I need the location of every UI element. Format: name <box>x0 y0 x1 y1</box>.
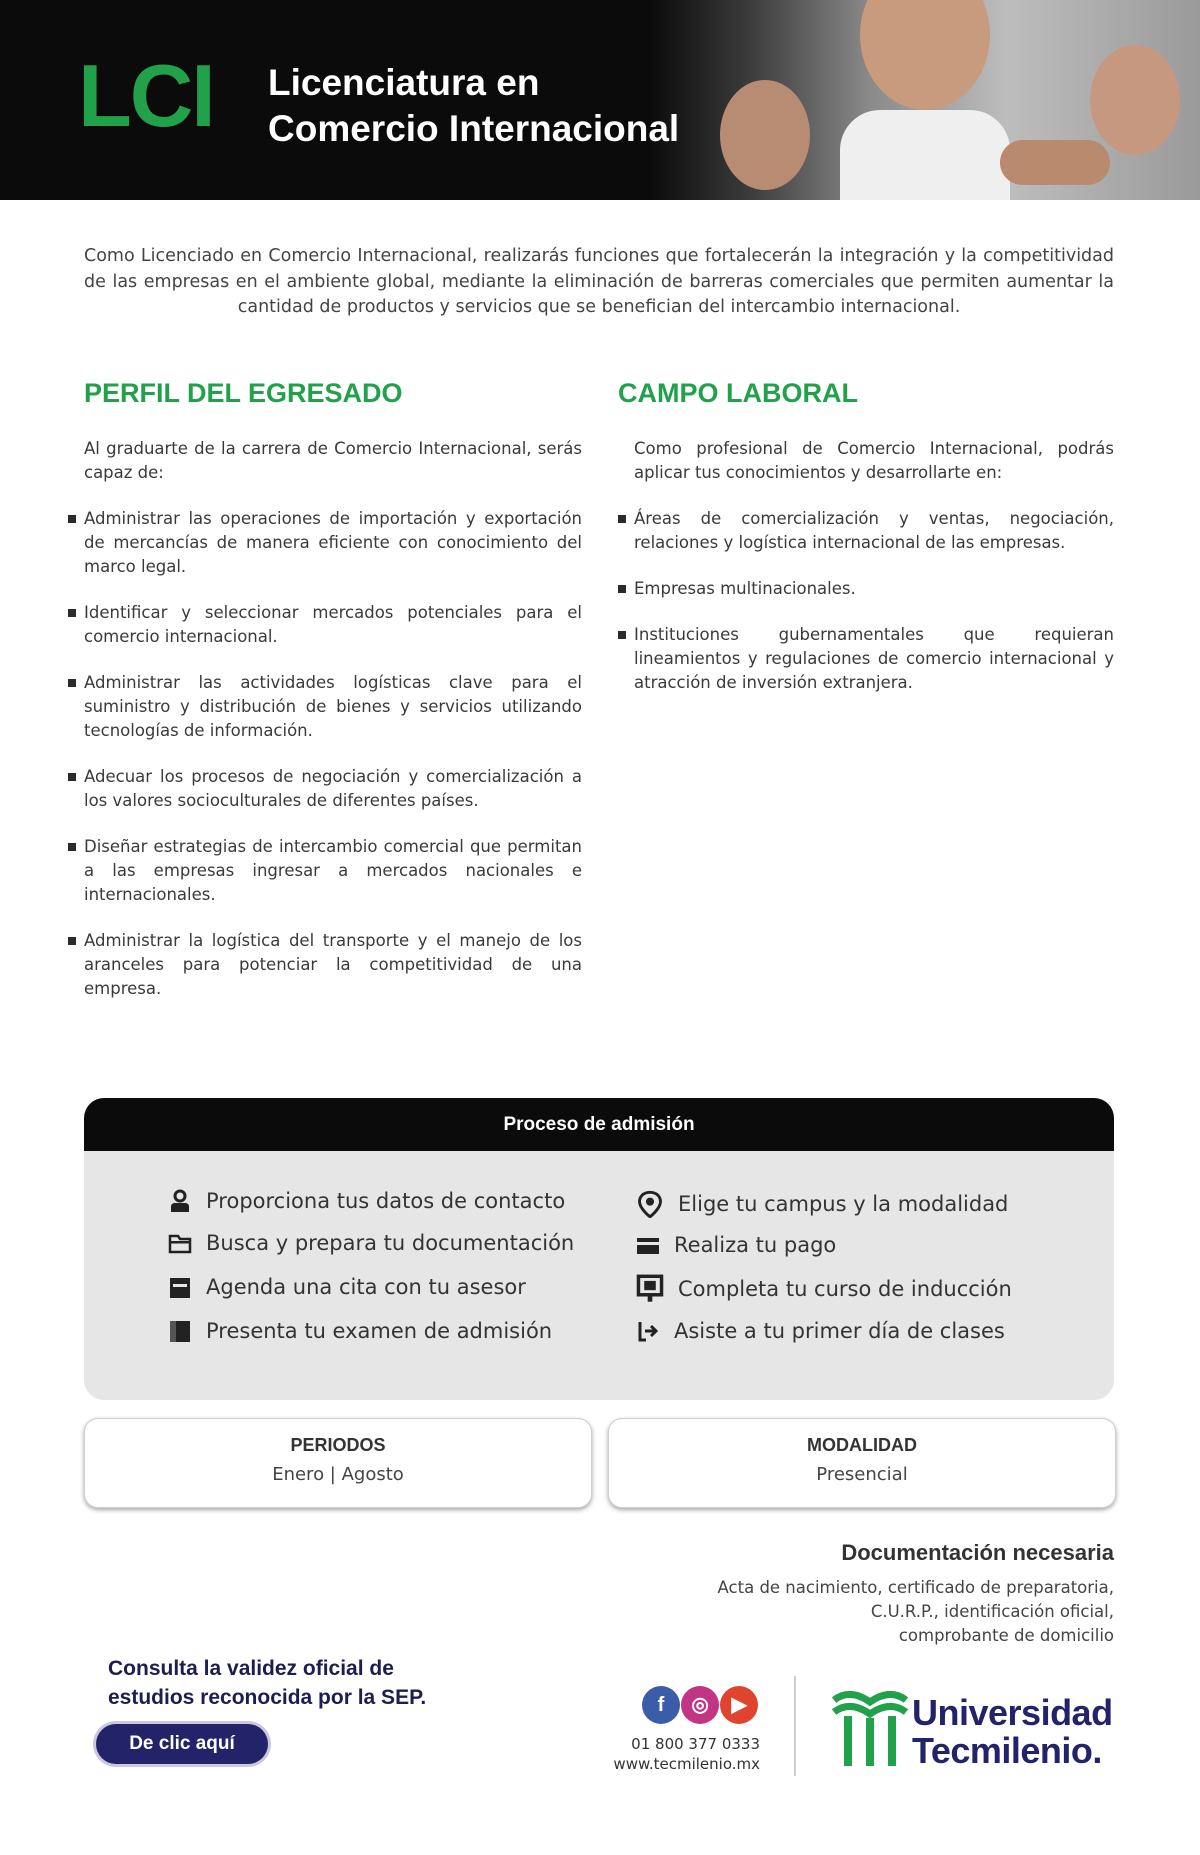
list-item: Administrar la logística del transporte y el manejo de los aranceles para potenciar la competitividad de una empresa. <box>84 929 582 1001</box>
documentacion-heading: Documentación necesaria <box>841 1540 1114 1565</box>
perfil-lead: Al graduarte de la carrera de Comercio Internacional, serás capaz de: <box>84 439 582 482</box>
tecmilenio-logo-text <box>912 1694 1113 1770</box>
admission-step <box>168 1274 526 1299</box>
social-links <box>642 1686 754 1724</box>
contact-info <box>560 1734 760 1774</box>
list-item: Identificar y seleccionar mercados potenciales para el comercio internacional. <box>84 601 582 649</box>
campo-lead: Como profesional de Comercio Internacional, podrás aplicar tus conocimientos y desarrollarte en: <box>634 439 1114 482</box>
location-icon <box>636 1190 664 1218</box>
header-photo <box>650 0 1200 200</box>
list-item: Administrar las operaciones de importación y exportación de mercancías de manera eficiente con conocimiento del marco legal. <box>84 507 582 579</box>
tecmilenio-logo-icon <box>830 1690 910 1770</box>
admission-step <box>636 1274 1012 1304</box>
list-item: Empresas multinacionales. <box>634 577 1114 601</box>
sep-link-button[interactable]: De clic aquí <box>96 1724 268 1764</box>
documentacion-line: C.U.R.P., identificación oficial, <box>870 1602 1114 1621</box>
admission-step <box>168 1188 565 1213</box>
admission-title: Proceso de admisión <box>84 1098 1114 1151</box>
periodos-card <box>84 1418 592 1508</box>
admission-step-label: Completa tu curso de inducción <box>678 1277 1012 1301</box>
admission-step <box>636 1318 1005 1343</box>
sep-line2: estudios reconocida por la SEP. <box>108 1686 427 1709</box>
modalidad-value: Presencial <box>816 1464 908 1485</box>
admission-step-label: Presenta tu examen de admisión <box>206 1319 553 1343</box>
program-title <box>268 60 679 152</box>
folder-icon <box>168 1231 192 1255</box>
admission-step-label: Realiza tu pago <box>674 1233 837 1257</box>
perfil-list <box>84 507 582 1001</box>
instagram-icon[interactable]: ◎ <box>681 1686 719 1724</box>
campo-list <box>618 507 1114 695</box>
admission-step-label: Elige tu campus y la modalidad <box>678 1192 1009 1216</box>
perfil-section <box>84 378 582 1023</box>
program-acronym: LCI <box>78 46 214 145</box>
divider <box>794 1676 796 1776</box>
logo-line1: Universidad <box>912 1692 1113 1733</box>
documentacion-line: comprobante de domicilio <box>898 1626 1114 1645</box>
list-item: Diseñar estrategias de intercambio comercial que permitan a las empresas ingresar a mercados nacionales e internacionales. <box>84 835 582 907</box>
card-icon <box>636 1233 660 1257</box>
list-item: Instituciones gubernamentales que requieran lineamientos y regulaciones de comercio internacional y atracción de inversión extranjera. <box>634 623 1114 695</box>
campo-heading: CAMPO LABORAL <box>618 378 858 408</box>
facebook-icon[interactable]: f <box>642 1686 680 1724</box>
calendar-icon <box>168 1275 192 1299</box>
photo-person <box>860 0 990 110</box>
monitor-icon <box>636 1274 664 1304</box>
admission-step-label: Agenda una cita con tu asesor <box>206 1275 526 1299</box>
documentacion-section <box>554 1540 1114 1648</box>
program-title-line2: Comercio Internacional <box>268 108 680 149</box>
modalidad-card <box>608 1418 1116 1508</box>
enter-icon <box>636 1319 660 1343</box>
youtube-icon[interactable]: ▶ <box>720 1686 758 1724</box>
phone-number[interactable]: 01 800 377 0333 <box>631 1735 760 1753</box>
perfil-heading: PERFIL DEL EGRESADO <box>84 378 403 408</box>
photo-person <box>1090 45 1180 155</box>
exam-icon <box>168 1319 192 1343</box>
intro-paragraph: Como Licenciado en Comercio Internacional, realizarás funciones que fortalecerán la integración y la competitividad de las empresas en el ambiente global, mediante la eliminación de barreras comerciales que permiten aumentar la cantidad de productos y servicios que se benefician del intercambio internacional. <box>84 246 1114 317</box>
photo-handshake <box>1000 140 1110 185</box>
photo-shirt <box>840 110 1010 200</box>
photo-person <box>720 80 810 190</box>
periodos-heading: PERIODOS <box>290 1435 386 1455</box>
admission-step-label: Busca y prepara tu documentación <box>206 1231 575 1255</box>
program-title-line1: Licenciatura en <box>268 62 540 103</box>
website-link[interactable]: www.tecmilenio.mx <box>613 1755 760 1773</box>
logo-line2: Tecmilenio. <box>912 1730 1102 1771</box>
admission-step <box>168 1230 574 1255</box>
admission-step <box>168 1318 552 1343</box>
user-icon <box>168 1189 192 1213</box>
sep-line1: Consulta la validez oficial de <box>108 1657 394 1680</box>
list-item: Áreas de comercialización y ventas, negociación, relaciones y logística internacional de las empresas. <box>634 507 1114 555</box>
admission-step <box>636 1232 836 1257</box>
list-item: Administrar las actividades logísticas clave para el suministro y distribución de bienes y servicios utilizando tecnologías de información. <box>84 671 582 743</box>
header-banner <box>0 0 1200 200</box>
modalidad-heading: MODALIDAD <box>807 1435 917 1455</box>
sep-notice <box>108 1654 426 1712</box>
campo-section <box>618 378 1114 717</box>
list-item: Adecuar los procesos de negociación y comercialización a los valores socioculturales de diferentes países. <box>84 765 582 813</box>
periodos-value: Enero | Agosto <box>272 1464 404 1485</box>
admission-box <box>84 1098 1114 1400</box>
admission-step <box>636 1190 1008 1218</box>
admission-step-label: Asiste a tu primer día de clases <box>674 1319 1005 1343</box>
admission-step-label: Proporciona tus datos de contacto <box>206 1189 566 1213</box>
documentacion-line: Acta de nacimiento, certificado de preparatoria, <box>717 1578 1114 1597</box>
